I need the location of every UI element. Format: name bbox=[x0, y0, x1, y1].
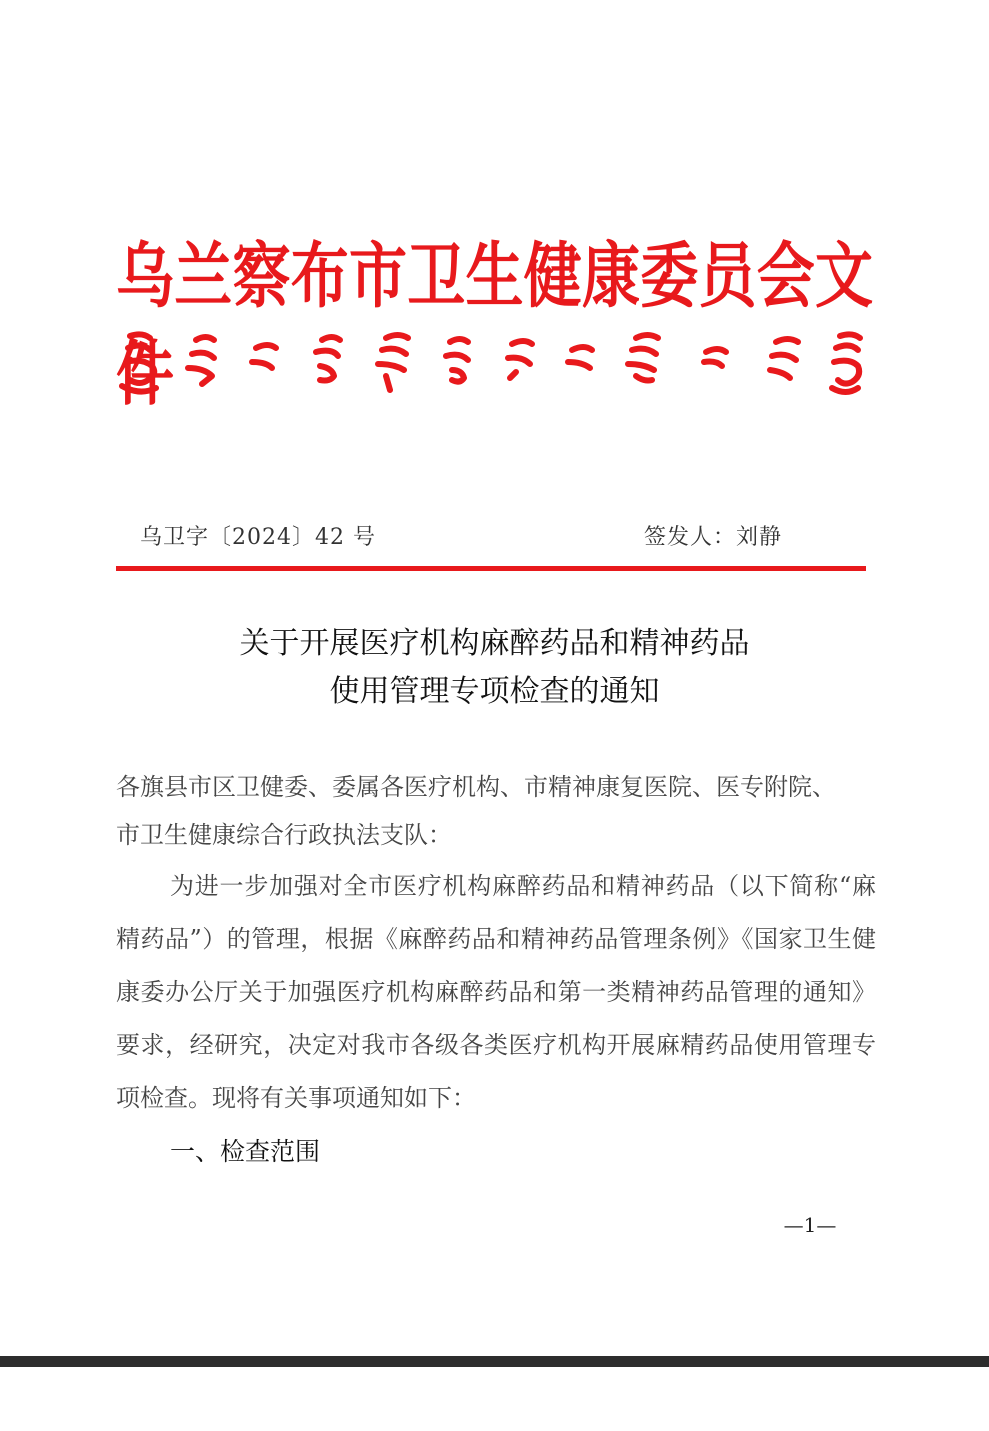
addressee-line-1: 各旗县市区卫健委、委属各医疗机构、市精神康复医院、医专附院、 bbox=[116, 773, 836, 801]
viewer-bottom-bar bbox=[0, 1356, 989, 1367]
document-meta bbox=[140, 518, 840, 558]
document-number: 乌卫字〔2024〕42 号 bbox=[140, 525, 376, 550]
issuer-header: 乌兰察布市卫生健康委员会文件 bbox=[116, 234, 873, 416]
addressee bbox=[116, 763, 876, 859]
body-paragraph-1: 为进一步加强对全市医疗机构麻醉药品和精神药品（以下简称“麻精药品”）的管理，根据《麻醉药品和精神药品管理条例》《国家卫生健康委办公厅关于加强医疗机构麻醉药品和第一类精神药品管理的通知》要求，经研究，决定对我市各级各类医疗机构开展麻精药品使用管理专项检查。现将有关事项通知如下： bbox=[116, 872, 876, 1112]
addressee-line-2: 市卫生健康综合行政执法支队： bbox=[116, 821, 452, 849]
document-title bbox=[116, 620, 873, 716]
section-heading-1: 一、检查范围 bbox=[170, 1137, 321, 1166]
title-line-2: 使用管理专项检查的通知 bbox=[329, 674, 660, 709]
mongolian-script-glyphs bbox=[116, 328, 873, 402]
signer: 签发人：刘静 bbox=[644, 525, 783, 550]
mongolian-script-header bbox=[116, 328, 873, 402]
page-number: —1— bbox=[783, 1213, 837, 1237]
red-separator-line bbox=[116, 566, 866, 571]
title-line-1: 关于开展医疗机构麻醉药品和精神药品 bbox=[239, 626, 750, 661]
